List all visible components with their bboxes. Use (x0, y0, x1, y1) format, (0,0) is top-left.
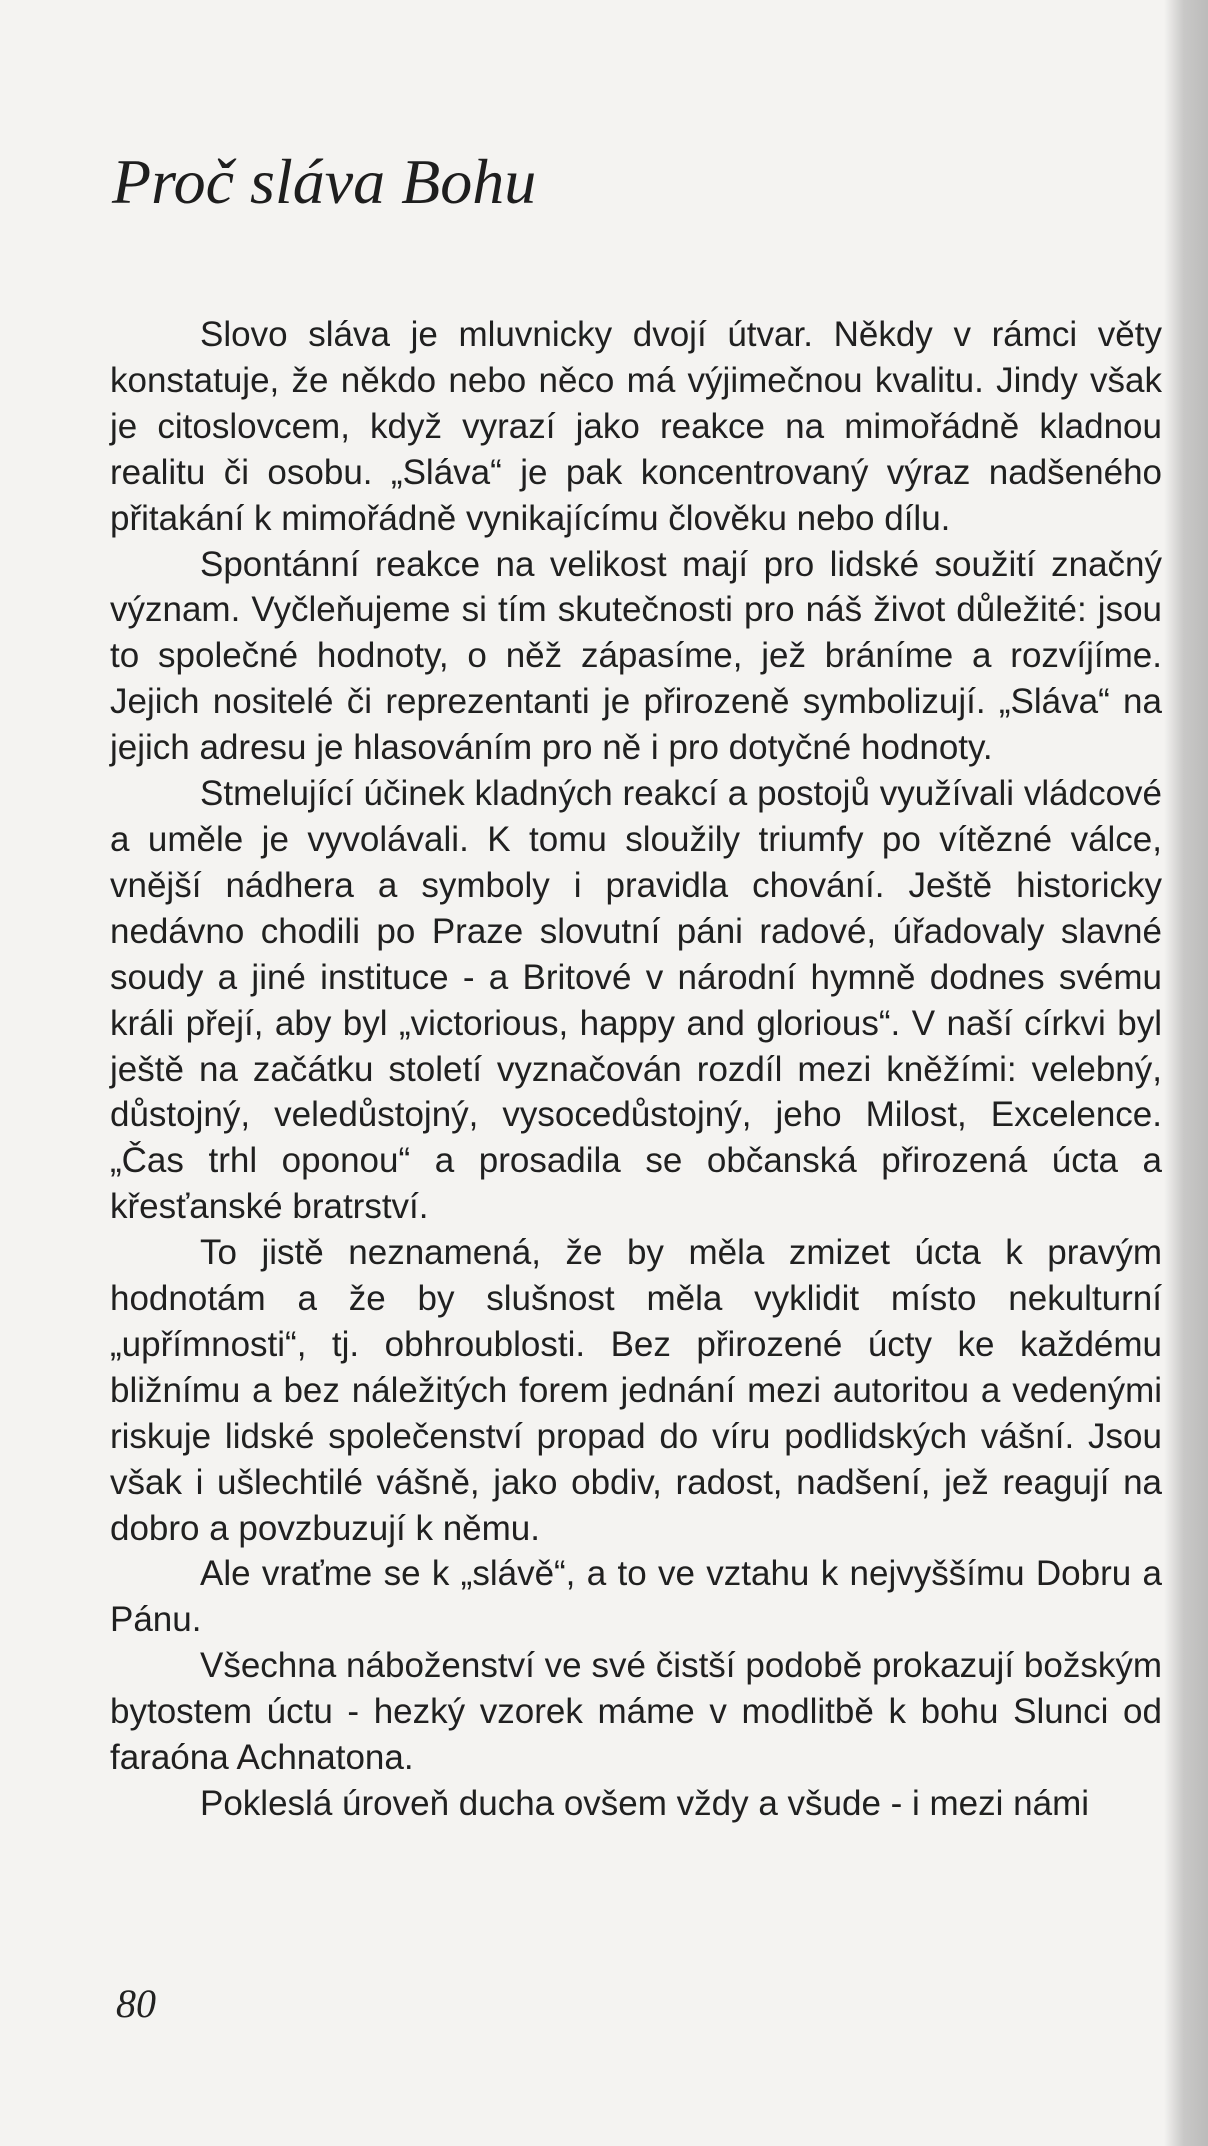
paragraph: Spontánní reakce na velikost mají pro lidské soužití značný význam. Vyčleňujeme si tím skutečnosti pro náš život důležité: jsou to společné hodnoty, o něž zápasíme, jež bráníme a rozvíjíme. Jejich nositelé či reprezentanti je přirozeně symbolizují. „Sláva“ na jejich adresu je hlasováním pro ně i pro dotyčné hodnoty. (110, 544, 1162, 768)
book-spine-shadow (1164, 0, 1208, 2146)
paragraph: To jistě neznamená, že by měla zmizet úcta k pravým hodnotám a že by slušnost měla vyklidit místo nekulturní „upřímnosti“, tj. obhroublosti. Bez přirozené úcty ke každému bližnímu a bez náležitých forem jednání mezi autoritou a vedenými riskuje lidské společenství propad do víru podlidských vášní. Jsou však i ušlechtilé vášně, jako obdiv, radost, nadšení, jež reagují na dobro a povzbuzují k němu. (110, 1233, 1162, 1548)
page-number: 80 (116, 1981, 156, 2026)
paragraph: Stmelující účinek kladných reakcí a postojů využívali vládcové a uměle je vyvolávali. K tomu sloužily triumfy po vítězné válce, vnější nádhera a symboly i pravidla chování. Ještě historicky nedávno chodili po Praze slovutní páni radové, úřadovaly slavné soudy a jiné instituce - a Britové v národní hymně dodnes svému králi přejí, aby byl „victorious, happy and glorious“. V naší církvi byl ještě na začátku století vyznačován rozdíl mezi kněžími: velebný, důstojný, veledůstojný, vysocedůstojný, jeho Milost, Excelence. „Čas trhl oponou“ a prosadila se občanská přirozená úcta a křesťanské bratrství. (110, 774, 1162, 1227)
chapter-title: Proč sláva Bohu (112, 146, 537, 217)
paragraph: Ale vraťme se k „slávě“, a to ve vztahu k nejvyššímu Dobru a Pánu. (110, 1554, 1162, 1640)
chapter-body (110, 312, 1162, 1827)
paragraph: Pokleslá úroveň ducha ovšem vždy a všude - i mezi námi (200, 1784, 1090, 1823)
paragraph: Slovo sláva je mluvnicky dvojí útvar. Někdy v rámci věty konstatuje, že někdo nebo něco má výjimečnou kvalitu. Jindy však je citoslovcem, když vyrazí jako reakce na mimořádně kladnou realitu či osobu. „Sláva“ je pak koncentrovaný výraz nadšeného přitakání k mimořádně vynikajícímu člověku nebo dílu. (110, 315, 1162, 538)
paragraph: Všechna náboženství ve své čistší podobě prokazují božským bytostem úctu - hezký vzorek máme v modlitbě k bohu Slunci od faraóna Achnatona. (110, 1646, 1162, 1778)
